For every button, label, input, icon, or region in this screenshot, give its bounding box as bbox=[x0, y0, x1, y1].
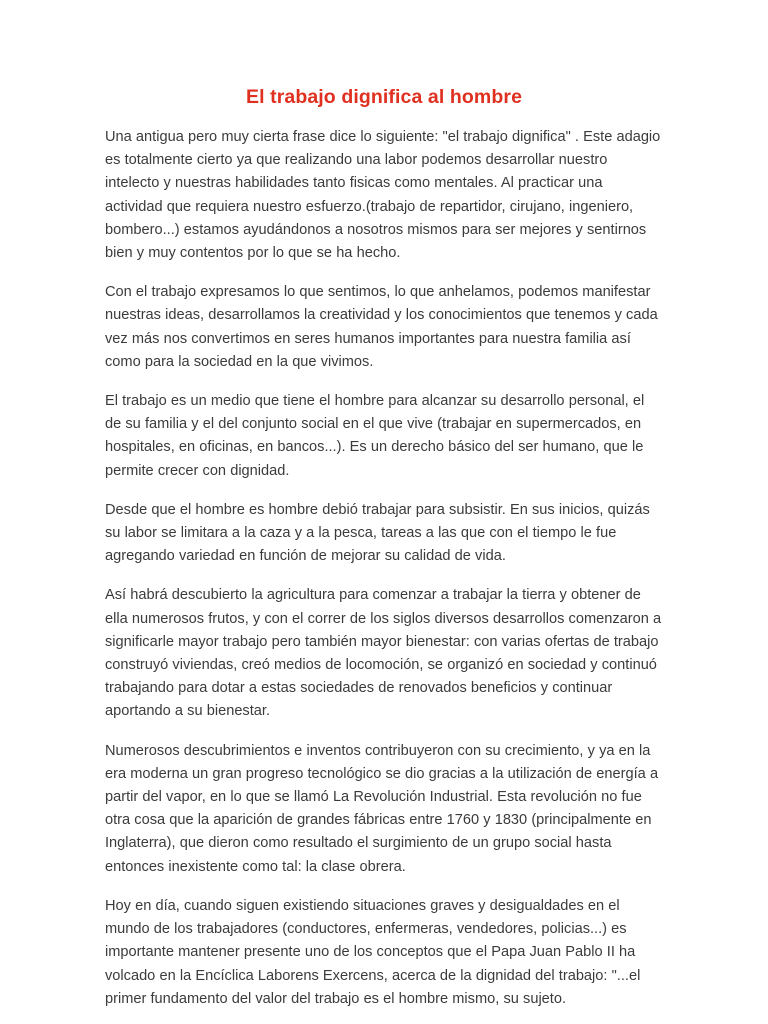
page-title: El trabajo dignifica al hombre bbox=[245, 86, 523, 108]
paragraph-3: El trabajo es un medio que tiene el hombre para alcanzar su desarrollo personal, el de su familia y el del conjunto social en el que vive (trabajar en supermercados, en hospitales, en oficinas, en bancos...). Es un derecho básico del ser humano, que le permite crecer con dignidad. bbox=[105, 393, 645, 479]
paragraph-7: Hoy en día, cuando siguen existiendo situaciones graves y desigualdades en el mundo de los trabajadores (conductores, enfermeras, vendedores, policias...) es importante mantener presente uno de los conceptos que el Papa Juan Pablo II ha volcado en la Encíclica Laborens Exercens, acerca de la dignidad del trabajo: "...el primer fundamento del valor del trabajo es el hombre mismo, su sujeto. bbox=[105, 897, 641, 1007]
paragraph-1: Una antigua pero muy cierta frase dice lo siguiente: "el trabajo dignifica" . Este adagio es totalmente cierto ya que realizando una labor podemos desarrollar nuestro intelecto y nuestras habilidades tanto fisicas como mentales. Al practicar una actividad que requiera nuestro esfuerzo.(trabajo de repartidor, cirujano, ingeniero, bombero...) estamos ayudándonos a nosotros mismos para ser mejores y sentirnos bien y muy contentos por lo que se ha hecho. bbox=[105, 129, 661, 262]
paragraph-5: Así habrá descubierto la agricultura para comenzar a trabajar la tierra y obtener de ella numerosos frutos, y con el correr de los siglos diversos desarrollos comenzaron a significarle mayor trabajo pero también mayor bienestar: con varias ofertas de trabajo construyó viviendas, creó medios de locomoción, se organizó en sociedad y continuó trabajando para dotar a estas sociedades de renovados beneficios y continuar aportando a su bienestar. bbox=[105, 587, 662, 720]
paragraph-4: Desde que el hombre es hombre debió trabajar para subsistir. En sus inicios, quizás su labor se limitara a la caza y a la pesca, tareas a las que con el tiempo le fue agregando variedad en función de mejorar su calidad de vida. bbox=[105, 501, 650, 565]
paragraph-6: Numerosos descubrimientos e inventos contribuyeron con su crecimiento, y ya en la era moderna un gran progreso tecnológico se dio gracias a la utilización de energía a partir del vapor, en lo que se llamó La Revolución Industrial. Esta revolución no fue otra cosa que la aparición de grandes fábricas entre 1760 y 1830 (principalmente en Inglaterra), que dieron como resultado el surgimiento de un grupo social hasta entonces inexistente como tal: la clase obrera. bbox=[105, 742, 659, 875]
paragraph-2: Con el trabajo expresamos lo que sentimos, lo que anhelamos, podemos manifestar nuestras ideas, desarrollamos la creatividad y los conocimientos que tenemos y cada vez más nos convertimos en seres humanos importantes para nuestra familia así como para la sociedad en la que vivimos. bbox=[105, 284, 658, 370]
document-body bbox=[105, 84, 663, 1011]
